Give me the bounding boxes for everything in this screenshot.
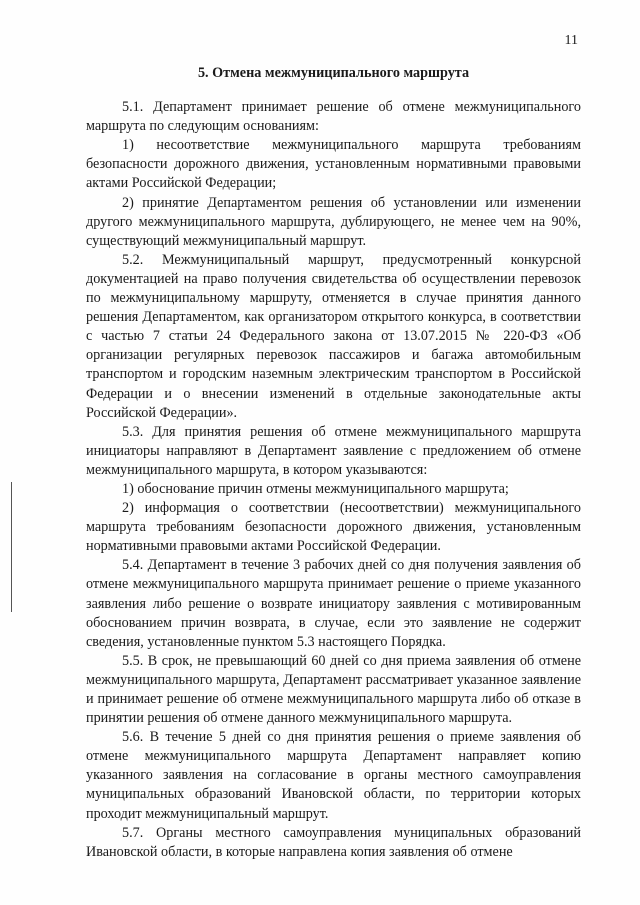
paragraph-5-1-item-2: 2) принятие Департаментом решения об установлении или изменении другого межмуниципального маршрута, дублирующего, не менее чем на 90%, существующий межмуниципальный маршрут. xyxy=(86,194,581,249)
paragraph-5-4: 5.4. Департамент в течение 3 рабочих дней со дня получения заявления об отмене межмуниципального маршрута принимает решение о приеме указанного заявления либо решение о возврате инициатору заявления с мотивированным обоснованием причин возврата, в случае, если это заявление не содержит сведения, установленные пунктом 5.3 настоящего Порядка. xyxy=(86,557,581,650)
paragraph-5-3: 5.3. Для принятия решения об отмене межмуниципального маршрута инициаторы направляют в Департамент заявление с предложением об отмене межмуниципального маршрута, в котором указываются: xyxy=(86,423,581,478)
scan-margin-line xyxy=(11,482,12,612)
paragraph-5-3-item-2: 2) информация о соответствии (несоответствии) межмуниципального маршрута требованиям безопасности дорожного движения, установленным нормативными правовыми актами Российской Федерации. xyxy=(86,500,581,555)
paragraph-5-7: 5.7. Органы местного самоуправления муниципальных образований Ивановской области, в которые направлена копия заявления об отмене xyxy=(86,824,581,860)
paragraph-5-6: 5.6. В течение 5 дней со дня принятия решения о приеме заявления об отмене межмуниципального маршрута Департамент направляет копию указанного заявления на согласование в органы местного самоуправления муниципальных образований Ивановской области, по территории которых проходит межмуниципальный маршрут. xyxy=(86,729,581,822)
paragraph-5-1-item-1: 1) несоответствие межмуниципального маршрута требованиям безопасности дорожного движения, установленным нормативными правовыми актами Российской Федерации; xyxy=(86,137,581,192)
document-body xyxy=(86,64,581,862)
paragraph-5-3-item-1: 1) обоснование причин отмены межмуниципального маршрута; xyxy=(122,480,509,497)
section-title: 5. Отмена межмуниципального маршрута xyxy=(197,65,470,81)
paragraph-5-2: 5.2. Межмуниципальный маршрут, предусмотренный конкурсной документацией на право получения свидетельства об осуществлении перевозок по межмуниципальному маршруту, отменяется в случае принятия данного решения Департаментом, как организатором открытого конкурса, в соответствии с частью 7 статьи 24 Федерального закона от 13.07.2015 № 220-ФЗ «Об организации регулярных перевозок пассажиров и багажа автомобильным транспортом и городским наземным электрическим транспортом в Российской Федерации и о внесении изменений в отдельные законодательные акты Российской Федерации». xyxy=(86,251,581,421)
paragraph-5-1: 5.1. Департамент принимает решение об отмене межмуниципального маршрута по следующим основаниям: xyxy=(86,99,581,135)
paragraph-5-5: 5.5. В срок, не превышающий 60 дней со дня приема заявления об отмене межмуниципального маршрута, Департамент рассматривает указанное заявление и принимает решение об отмене межмуниципального маршрута либо об отказе в принятии решения об отмене данного межмуниципального маршрута. xyxy=(86,652,581,727)
page-number: 11 xyxy=(564,33,578,48)
